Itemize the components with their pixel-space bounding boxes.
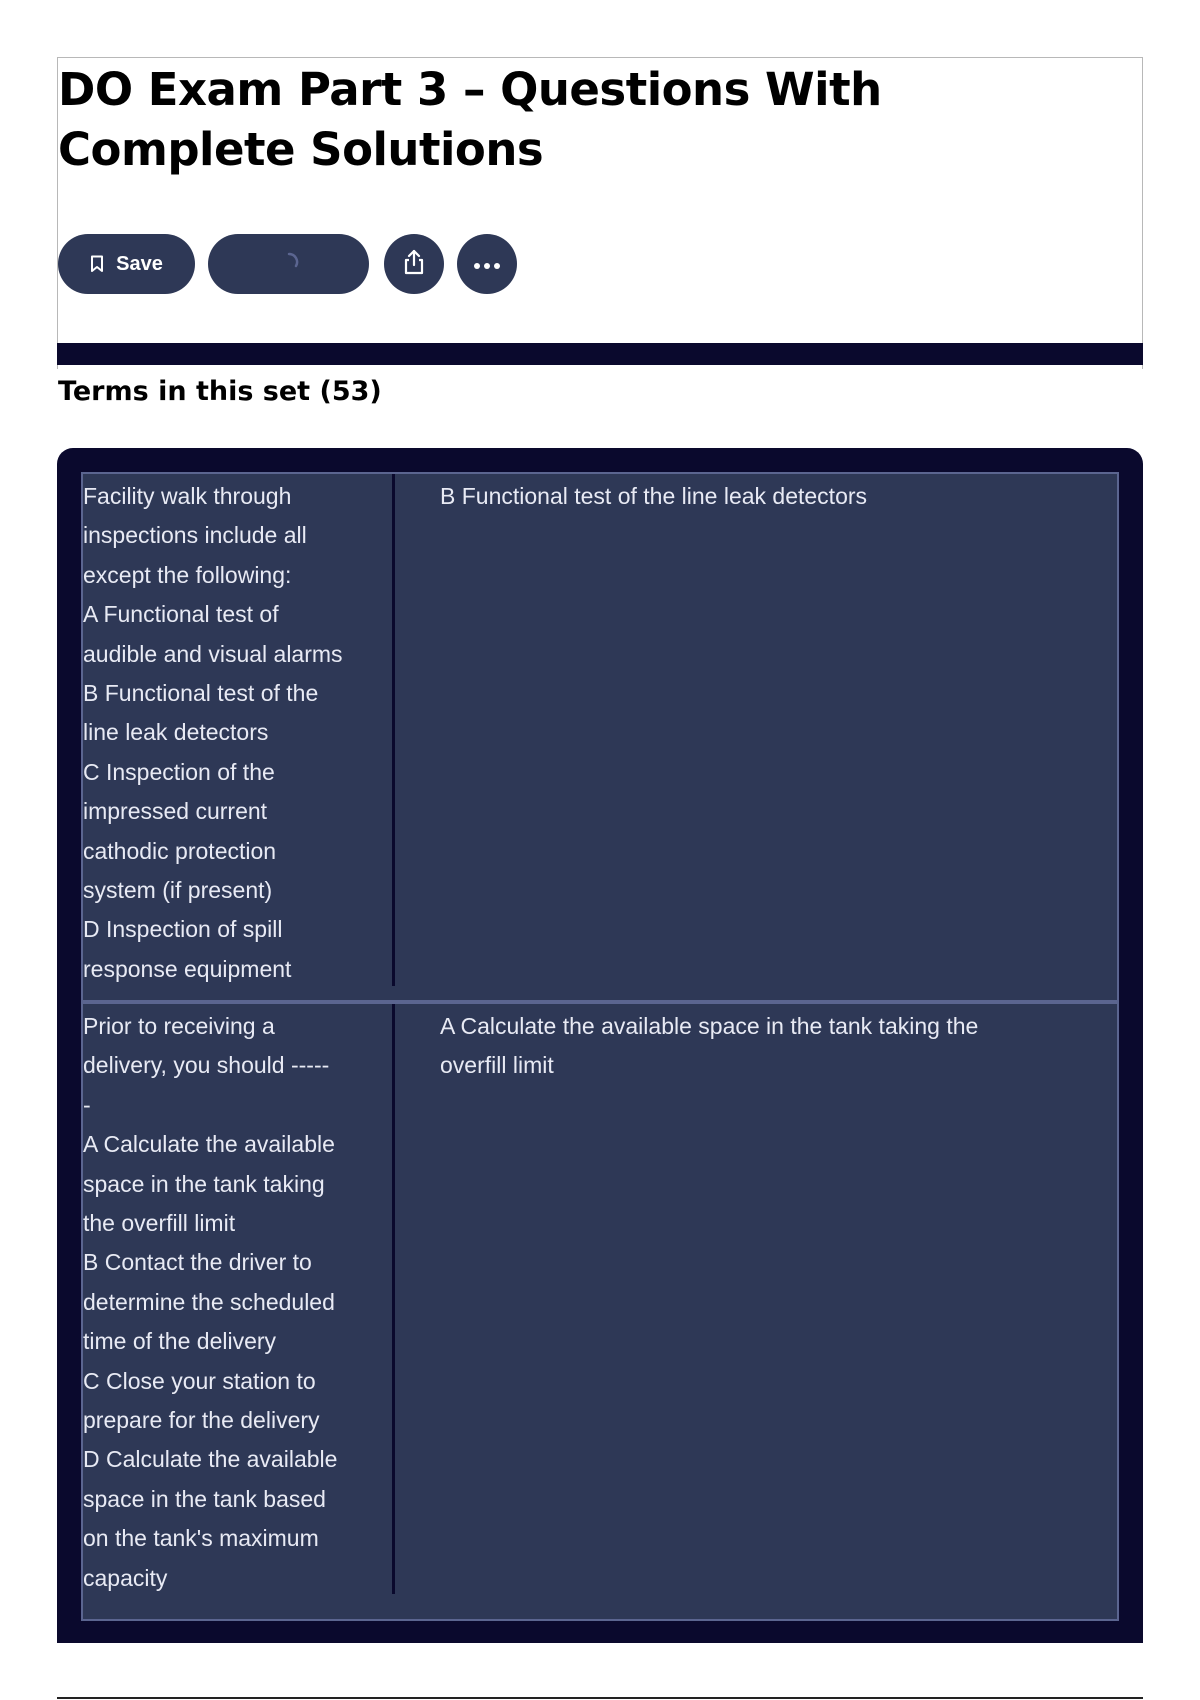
term-text: Facility walk through inspections include all except the following: A Functional test of audible and visual alarms B Functional test of the line leak detectors C Inspection of the impressed current cathodic protection system (if present) D Inspection of spill response equipment: [83, 483, 343, 982]
bottom-divider: [57, 1697, 1143, 1699]
term-text: Prior to receiving a delivery, you should ----- - A Calculate the available space in the tank taking the overfill limit B Contact the driver to determine the scheduled time of the delivery C Close your station to prepare for the delivery D Calculate the available space in the tank based on the tank's maximum capacity: [83, 1013, 338, 1591]
save-button-label: Save: [116, 252, 163, 275]
share-icon: [401, 248, 427, 280]
save-button[interactable]: [58, 234, 195, 294]
toolbar: [58, 234, 530, 294]
more-icon: [473, 255, 501, 274]
more-options-button[interactable]: [457, 234, 517, 294]
term-row: [81, 1002, 1119, 1621]
spinner-icon: [277, 250, 301, 278]
share-button[interactable]: [384, 234, 444, 294]
term-row: [81, 472, 1119, 1002]
loading-button[interactable]: [208, 234, 369, 294]
header-divider: [57, 343, 1143, 365]
column-separator: [392, 1004, 395, 1594]
definition-text: B Functional test of the line leak detectors: [440, 483, 868, 509]
definition-text: A Calculate the available space in the tank taking the overfill limit: [440, 1013, 979, 1079]
page-title: DO Exam Part 3 – Questions With Complete Solutions: [58, 63, 882, 176]
bookmark-icon: [90, 255, 104, 273]
column-separator: [392, 474, 395, 986]
terms-heading: Terms in this set (53): [58, 376, 382, 407]
terms-card: [57, 448, 1143, 1643]
